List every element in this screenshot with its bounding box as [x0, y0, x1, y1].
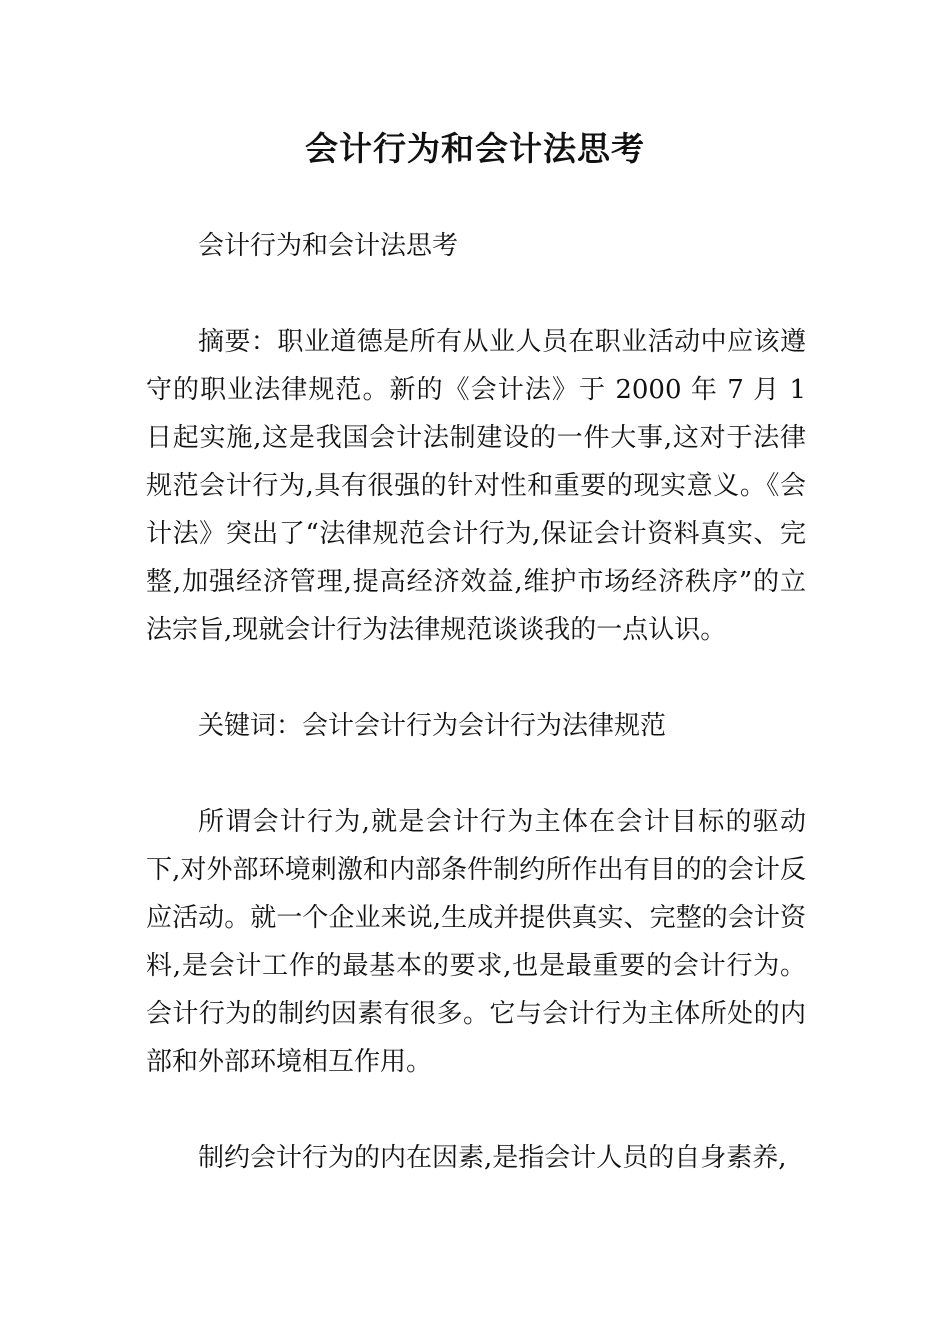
document-title: 会计行为和会计法思考 [305, 129, 645, 168]
abstract-paragraph: 摘要：职业道德是所有从业人员在职业活动中应该遵守的职业法律规范。新的《会计法》于 2000 年 7 月 1 日起实施,这是我国会计法制建设的一件大事,这对于法律规范会计行为,具有很强的针对性和重要的现实意义。《会计法》突出了“法律规范会计行为,保证会计资料真实、完整,加强经济管理,提高经济效益,维护市场经济秩序”的立法宗旨,现就会计行为法律规范谈谈我的一点认识。 [146, 327, 806, 645]
body-paragraph: 制约会计行为的内在因素,是指会计人员的自身素养, [198, 1143, 787, 1173]
body-paragraph: 所谓会计行为,就是会计行为主体在会计目标的驱动下,对外部环境刺激和内部条件制约所作出有目的的会计反应活动。就一个企业来说,生成并提供真实、完整的会计资料,是会计工作的最基本的要求,也是最重要的会计行为。会计行为的制约因素有很多。它与会计行为主体所处的内部和外部环境相互作用。 [146, 807, 806, 1077]
document-body [146, 222, 806, 1182]
keywords-paragraph: 关键词：会计会计行为会计行为法律规范 [198, 711, 667, 741]
subtitle-paragraph: 会计行为和会计法思考 [198, 231, 459, 261]
